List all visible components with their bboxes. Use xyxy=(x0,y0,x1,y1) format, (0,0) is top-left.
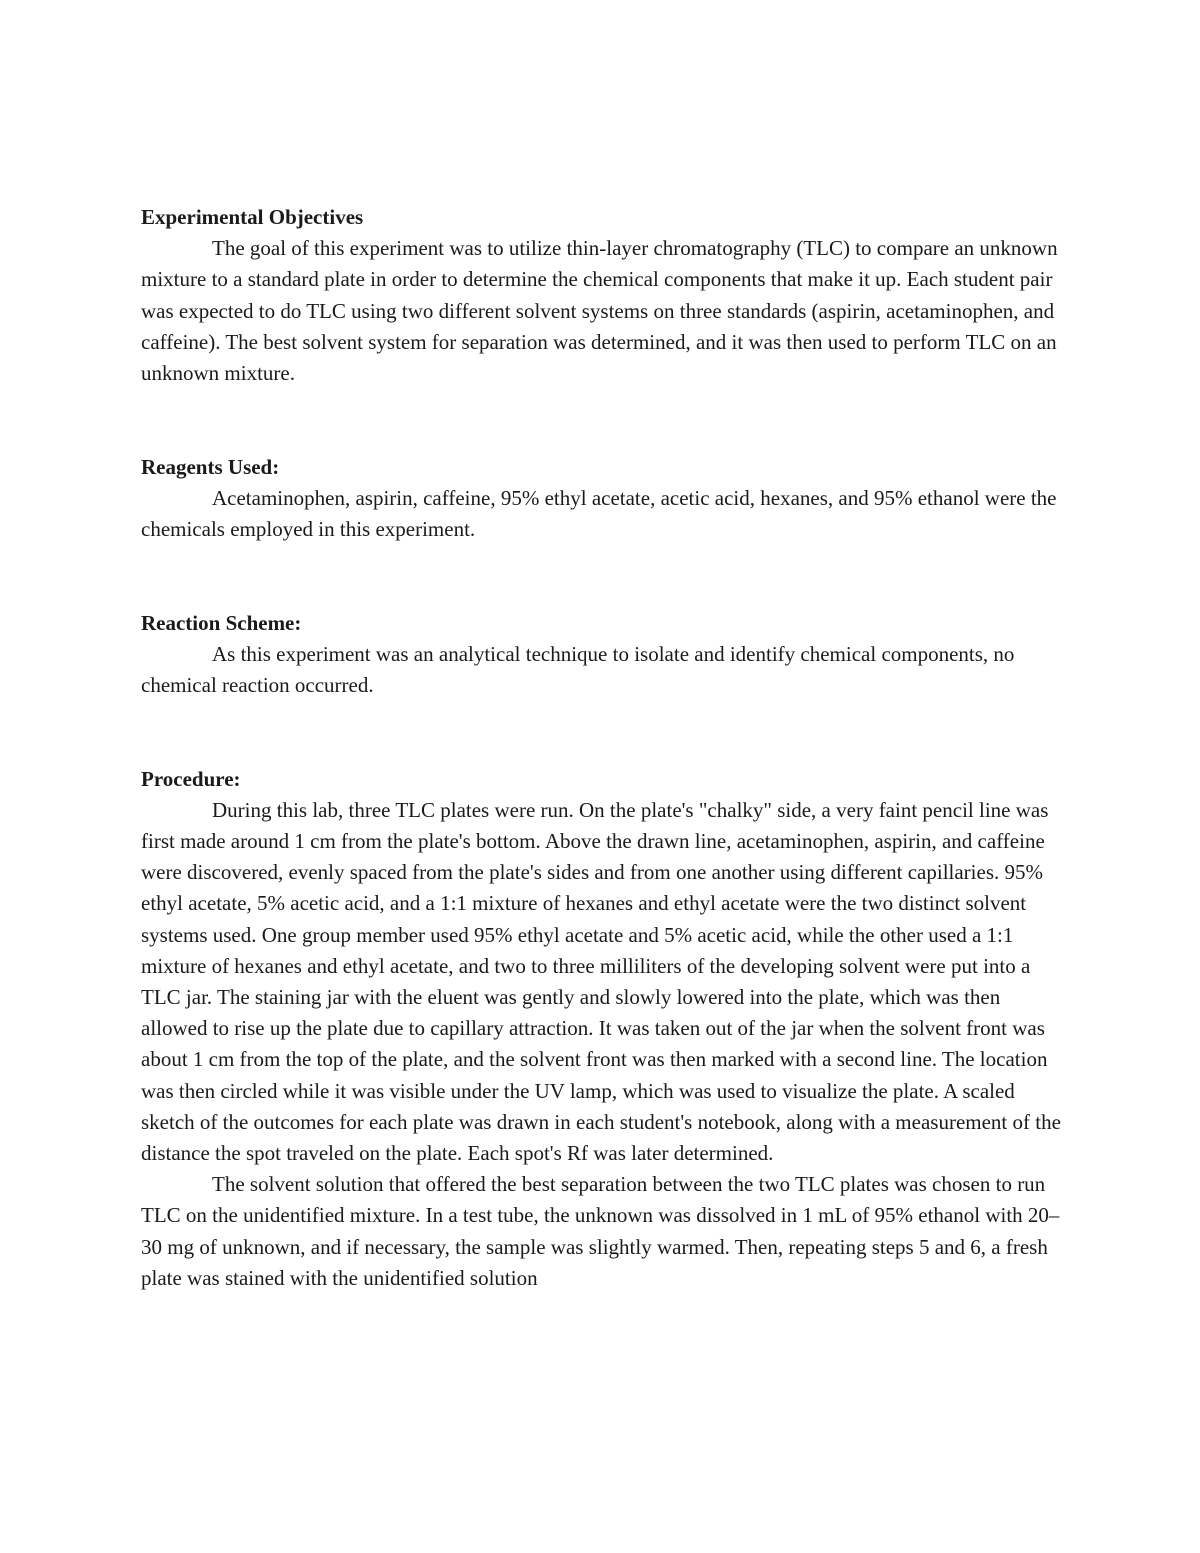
section-heading: Procedure: xyxy=(141,766,241,791)
section-experimental-objectives xyxy=(141,202,1066,389)
paragraph: As this experiment was an analytical technique to isolate and identify chemical components, no chemical reaction occurred. xyxy=(141,641,1015,698)
section-spacer xyxy=(141,389,1066,451)
paragraph: During this lab, three TLC plates were run. On the plate's "chalky" side, a very faint pencil line was first made around 1 cm from the plate's bottom. Above the drawn line, acetaminophen, aspirin, and caffeine were discovered, evenly spaced from the plate's sides and from one another using different capillaries. 95% ethyl acetate, 5% acetic acid, and a 1:1 mixture of hexanes and ethyl acetate were the two distinct solvent systems used. One group member used 95% ethyl acetate and 5% acetic acid, while the other used a 1:1 mixture of hexanes and ethyl acetate, and two to three milliliters of the developing solvent were put into a TLC jar. The staining jar with the eluent was gently and slowly lowered into the plate, which was then allowed to rise up the plate due to capillary attraction. It was taken out of the jar when the solvent front was about 1 cm from the top of the plate, and the solvent front was then marked with a second line. The location was then circled while it was visible under the UV lamp, which was used to visualize the plate. A scaled sketch of the outcomes for each plate was drawn in each student's notebook, along with a measurement of the distance the spot traveled on the plate. Each spot's Rf was later determined. xyxy=(141,797,1061,1166)
paragraph: The solvent solution that offered the best separation between the two TLC plates was chosen to run TLC on the unidentified mixture. In a test tube, the unknown was dissolved in 1 mL of 95% ethanol with 20–30 mg of unknown, and if necessary, the sample was slightly warmed. Then, repeating steps 5 and 6, a fresh plate was stained with the unidentified solution xyxy=(141,1172,1060,1290)
section-reagents-used xyxy=(141,452,1066,546)
section-spacer xyxy=(141,545,1066,607)
document-page xyxy=(141,202,1066,1294)
paragraph: Acetaminophen, aspirin, caffeine, 95% ethyl acetate, acetic acid, hexanes, and 95% ethanol were the chemicals employed in this experiment. xyxy=(141,485,1057,542)
section-spacer xyxy=(141,701,1066,763)
section-heading: Reaction Scheme: xyxy=(141,610,302,635)
section-heading: Reagents Used: xyxy=(141,454,280,479)
section-reaction-scheme xyxy=(141,608,1066,702)
section-procedure xyxy=(141,764,1066,1294)
section-heading: Experimental Objectives xyxy=(141,205,364,229)
paragraph: The goal of this experiment was to utilize thin-layer chromatography (TLC) to compare an unknown mixture to a standard plate in order to determine the chemical components that make it up. Each student pair was expected to do TLC using two different solvent systems on three standards (aspirin, acetaminophen, and caffeine). The best solvent system for separation was determined, and it was then used to perform TLC on an unknown mixture. xyxy=(141,236,1058,386)
